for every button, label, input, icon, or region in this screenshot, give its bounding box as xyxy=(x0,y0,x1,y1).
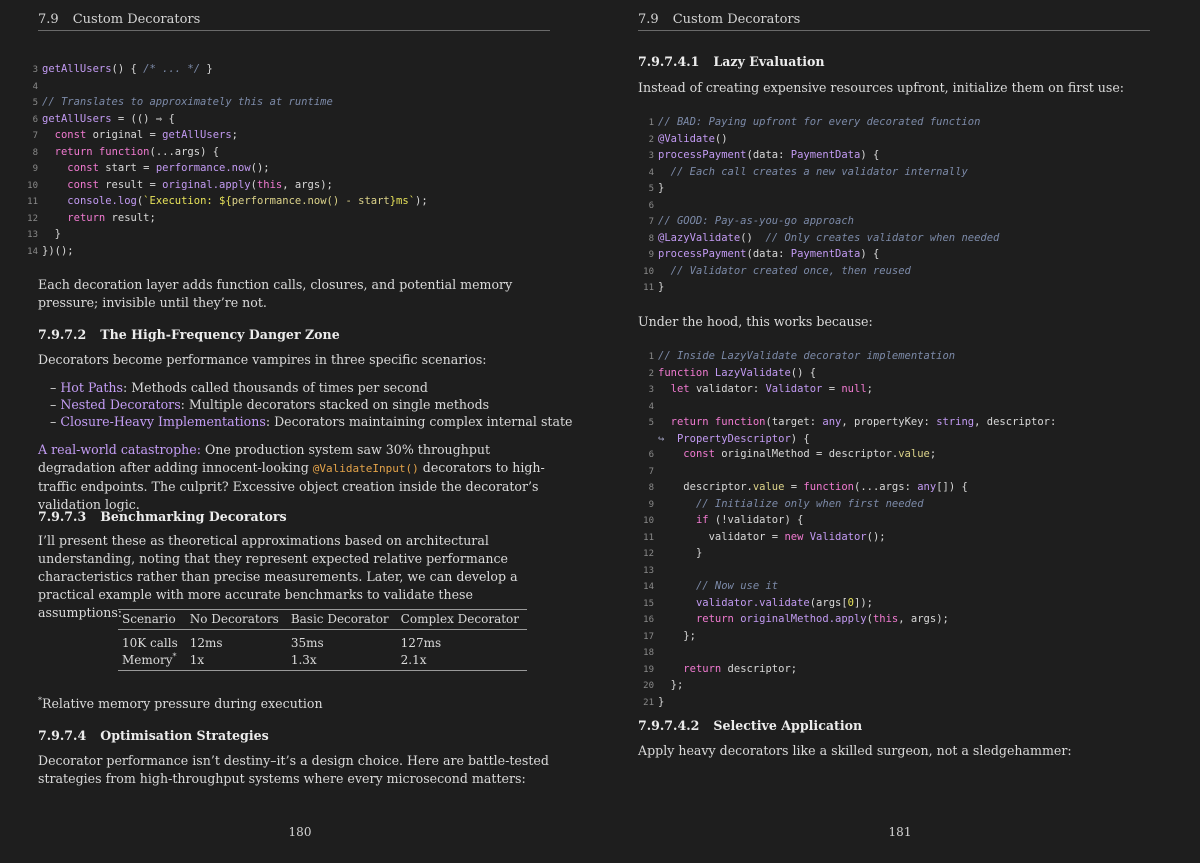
paragraph-catastrophe: A real-world catastrophe: One production system saw 30% throughput degradation after adding innocent-looking @ValidateInput() decorators to high-traffic endpoints. The culprit? Excessive object creation inside the decorator’s validation logic. xyxy=(38,442,545,512)
heading-optimisation: 7.9.7.4 Optimisation Strategies xyxy=(38,728,269,743)
list-item: – Closure-Heavy Implementations: Decorators maintaining complex internal state xyxy=(50,413,573,430)
page-181 xyxy=(600,0,1200,863)
section-number: 7.9 xyxy=(638,12,659,27)
inline-code-validateinput: @ValidateInput() xyxy=(312,462,419,475)
running-header xyxy=(38,12,550,31)
paragraph-selective: Apply heavy decorators like a skilled surgeon, not a sledgehammer: xyxy=(638,743,1072,758)
heading-lazy-evaluation: 7.9.7.4.1 Lazy Evaluation xyxy=(638,54,825,69)
page-number: 181 xyxy=(888,825,912,839)
heading-selective-application: 7.9.7.4.2 Selective Application xyxy=(638,718,863,733)
list-item: – Nested Decorators: Multiple decorators stacked on single methods xyxy=(50,396,573,413)
paragraph-lazy: Instead of creating expensive resources upfront, initialize them on first use: xyxy=(638,80,1125,95)
code-block-lazyvalidate-impl: 1 // Inside LazyValidate decorator implementation 2 function LazyValidate() { 3 let validator: Validator = null; 4 5 return function(target: any, propertyKey: string, descriptor: ↪ PropertyDescriptor) { 6 const originalMethod = descriptor.value; 7 8 descriptor.value = function(...args: any[]) { 9 // Initialize only when first needed 10 if (!validator) { 11 validator = new Validator(); 12 } 13 14 // Now use it 15 validator.validate(args[0]); 16 return originalMethod.apply(this, args); 17 }; 18 19 return descriptor; 20 }; 21 } xyxy=(643,350,1057,708)
section-title: Custom Decorators xyxy=(72,12,201,27)
paragraph-decoration-layers: Each decoration layer adds function calls, closures, and potential memory pressure; invisible until they’re not. xyxy=(38,277,513,310)
section-number: 7.9 xyxy=(38,12,59,27)
table-header-row: Scenario No Decorators Basic Decorator Complex Decorator xyxy=(118,610,527,630)
paragraph-optimisation: Decorator performance isn’t destiny–it’s a design choice. Here are battle-tested strategies from high-throughput systems where every microsecond matters: xyxy=(38,753,549,786)
paragraph-vampires: Decorators become performance vampires in three specific scenarios: xyxy=(38,352,487,367)
scenario-list xyxy=(50,379,573,430)
heading-benchmarking: 7.9.7.3 Benchmarking Decorators xyxy=(38,509,287,524)
code-block-lazy-usage: 1 // BAD: Paying upfront for every decorated function 2 @Validate() 3 processPayment(data: PaymentData) { 4 // Each call creates a new validator internally 5 } 6 7 // GOOD: Pay-as-you-go approach 8 @LazyValidate() // Only creates validator when needed 9 processPayment(data: PaymentData) { 10 // Validator created once, then reused 11 } xyxy=(643,116,1000,293)
heading-danger-zone: 7.9.7.2 The High-Frequency Danger Zone xyxy=(38,327,340,342)
benchmark-table xyxy=(118,609,527,671)
table-row: 10K calls 12ms 35ms 127ms xyxy=(122,635,442,650)
table-row: Memory* 1x 1.3x 2.1x xyxy=(118,650,527,671)
code-block-wrapper-example: 3 getAllUsers() { /* ... */ } 4 5 // Translates to approximately this at runtime 6 getAllUsers = (() ⇒ { 7 const original = getAllUsers; 8 return function(...args) { 9 const start = performance.now(); 10 const result = original.apply(this, args); 11 console.log(`Execution: ${performance.now() - start}ms`); 12 return result; 13 } 14 })(); xyxy=(27,63,428,257)
page-number: 180 xyxy=(288,825,312,839)
list-item: – Hot Paths: Methods called thousands of times per second xyxy=(50,379,573,396)
table-footnote: *Relative memory pressure during execution xyxy=(38,696,323,712)
paragraph-benchmarks: I’ll present these as theoretical approximations based on architectural understanding, noting that they represent expected relative performance characteristics rather than precise measurements. Later, we can develop a practical example with more accurate benchmarks to validate these assumptions: xyxy=(38,533,518,620)
section-title: Custom Decorators xyxy=(672,12,801,27)
running-header xyxy=(638,12,1150,31)
paragraph-under-the-hood: Under the hood, this works because: xyxy=(638,314,873,329)
